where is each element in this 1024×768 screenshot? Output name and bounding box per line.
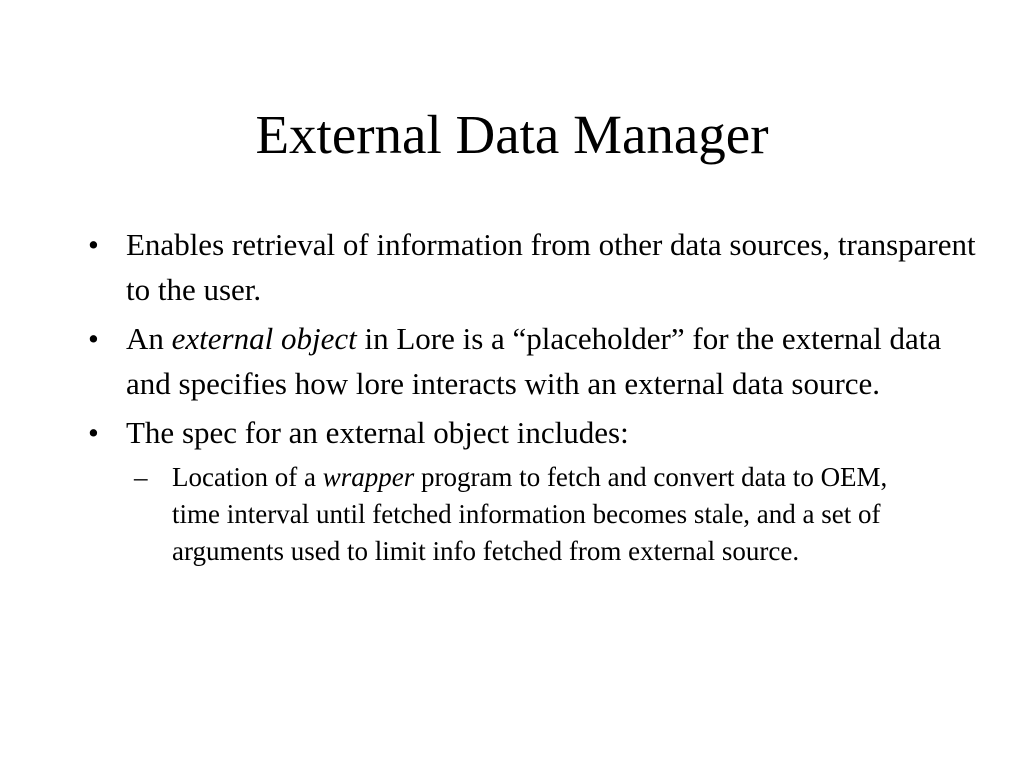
bullet-marker: •	[88, 227, 99, 262]
sub-bullet-item-wrapper	[126, 459, 932, 570]
bullet-text-italic: external object	[171, 321, 357, 356]
bullet-text: The spec for an external object includes:	[126, 415, 629, 450]
sub-bullet-list	[126, 459, 980, 570]
sub-bullet-text-after: program to fetch and convert data to OEM, time interval until fetched information becomes stale, and a set of arguments used to limit info fetched from external source.	[172, 462, 888, 566]
bullet-item-spec	[80, 410, 980, 570]
bullet-list	[80, 222, 980, 574]
bullet-text: Enables retrieval of information from other data sources, transparent to the user.	[126, 227, 976, 307]
sub-bullet-text-before: Location of a	[172, 462, 323, 492]
sub-bullet-text-italic: wrapper	[322, 462, 415, 492]
slide-title: External Data Manager	[255, 104, 769, 165]
sub-bullet-marker: –	[134, 462, 148, 492]
bullet-item-external-object	[80, 316, 980, 406]
bullet-marker: •	[88, 321, 99, 356]
bullet-marker: •	[88, 415, 99, 450]
bullet-item-retrieval	[80, 222, 980, 312]
bullet-text-after: in Lore is a “placeholder” for the external data and specifies how lore interacts with an external data source.	[126, 321, 942, 401]
bullet-text-before: An	[126, 321, 172, 356]
